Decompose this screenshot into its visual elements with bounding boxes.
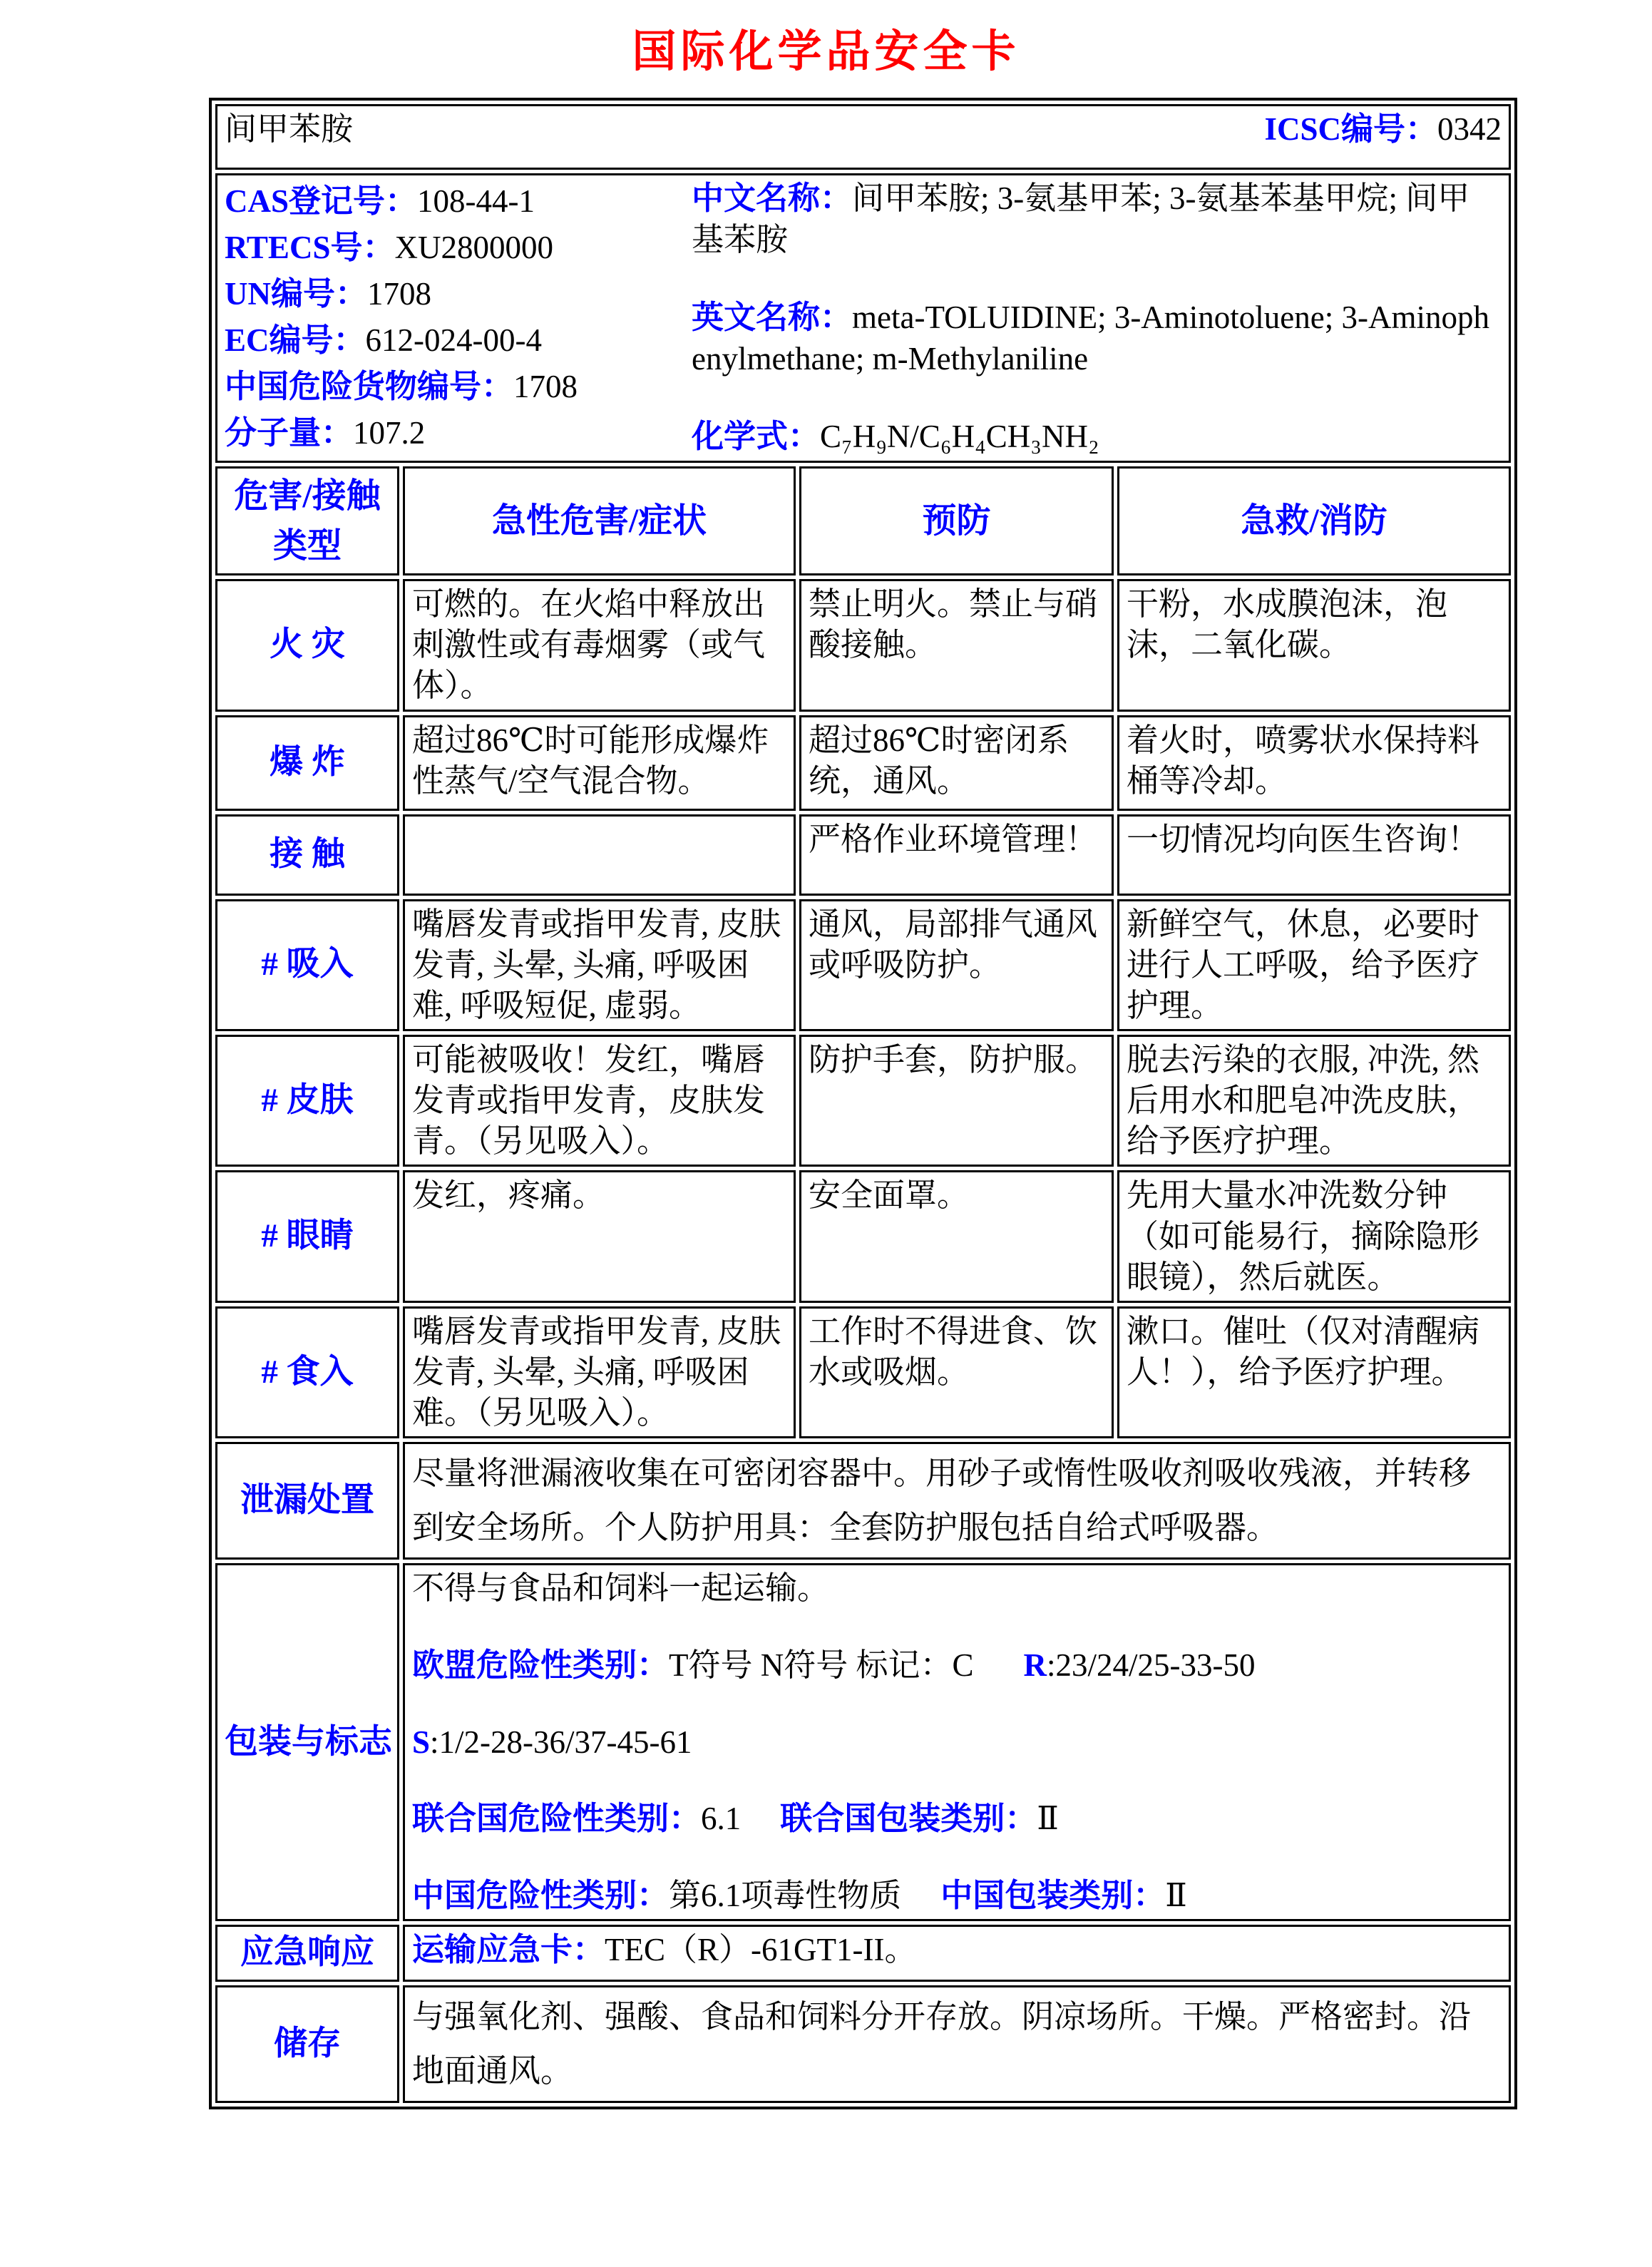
- contact-symptom: [403, 814, 796, 896]
- cas-number-line: CAS登记号：108-44-1: [225, 183, 535, 219]
- transport-emergency-card-value: TEC（R）-61GT1-II。: [605, 1932, 917, 1968]
- inhalation-symptom: 嘴唇发青或指甲发青, 皮肤发青, 头晕, 头痛, 呼吸困难, 呼吸短促, 虚弱。: [403, 899, 796, 1031]
- contact-row: [215, 814, 1511, 896]
- storage-row: [215, 1985, 1511, 2103]
- ingestion-symptom: 嘴唇发青或指甲发青, 皮肤发青, 头晕, 头痛, 呼吸困难。（另见吸入）。: [403, 1306, 796, 1438]
- registry-numbers-block: [225, 178, 692, 458]
- page-title: 国际化学品安全卡: [632, 25, 1020, 77]
- explosion-prevention: 超过86℃时密闭系统，通风。: [799, 715, 1114, 811]
- fire-response: 干粉，水成膜泡沫，泡沫，二氧化碳。: [1117, 579, 1511, 711]
- un-class-line: 联合国危险性类别：6.1 联合国包装类别：Ⅱ: [412, 1801, 1059, 1837]
- identification-row: [215, 173, 1511, 463]
- molecular-weight-line: 分子量：107.2: [225, 415, 426, 451]
- icsc-number-value: 0342: [1437, 111, 1502, 147]
- rtecs-number-line: RTECS号：XU2800000: [225, 230, 553, 265]
- eyes-prevention: 安全面罩。: [799, 1170, 1114, 1302]
- skin-prevention: 防护手套，防护服。: [799, 1035, 1114, 1167]
- explosion-symptom: 超过86℃时可能形成爆炸性蒸气/空气混合物。: [403, 715, 796, 811]
- contact-label: 接 触: [215, 814, 399, 896]
- icsc-number-group: [1264, 109, 1502, 150]
- transport-restriction-line: 不得与食品和饲料一起运输。: [412, 1570, 830, 1607]
- skin-symptom: 可能被吸收！发红，嘴唇发青或指甲发青，皮肤发青。（另见吸入）。: [403, 1035, 796, 1167]
- fire-label: 火 灾: [215, 579, 399, 711]
- names-block: [692, 178, 1502, 458]
- explosion-row: [215, 715, 1511, 811]
- inhalation-row: [215, 899, 1511, 1031]
- fire-prevention: 禁止明火。禁止与硝酸接触。: [799, 579, 1114, 711]
- skin-label: # 皮肤: [215, 1035, 399, 1167]
- inhalation-response: 新鲜空气，休息，必要时进行人工呼吸，给予医疗护理。: [1117, 899, 1511, 1031]
- explosion-label: 爆 炸: [215, 715, 399, 811]
- chemical-name: 间甲苯胺: [225, 111, 354, 147]
- explosion-response: 着火时，喷雾状水保持料桶等冷却。: [1117, 715, 1511, 811]
- chinese-names-line: 中文名称：间甲苯胺; 3-氨基甲苯; 3-氨基苯基甲烷; 间甲基苯胺: [692, 180, 1470, 257]
- ingestion-label: # 食入: [215, 1306, 399, 1438]
- ec-number-line: EC编号：612-024-00-4: [225, 322, 542, 358]
- chemical-formula-line: 化学式：C₇H₉N/C₆H₄CH₃NH₂: [692, 419, 1099, 455]
- column-header-firstaid: 急救/消防: [1117, 466, 1511, 575]
- spill-disposal-label: 泄漏处置: [215, 1442, 399, 1560]
- ingestion-prevention: 工作时不得进食、饮水或吸烟。: [799, 1306, 1114, 1438]
- ingestion-row: [215, 1306, 1511, 1438]
- icsc-card-table: [209, 98, 1517, 2109]
- skin-row: [215, 1035, 1511, 1167]
- contact-response: 一切情况均向医生咨询！: [1117, 814, 1511, 896]
- spill-disposal-row: [215, 1442, 1511, 1560]
- inhalation-label: # 吸入: [215, 899, 399, 1031]
- china-class-line: 中国危险性类别：第6.1项毒性物质 中国包装类别：Ⅱ: [412, 1877, 1187, 1913]
- fire-symptom: 可燃的。在火焰中释放出刺激性或有毒烟雾（或气体）。: [403, 579, 796, 711]
- spill-disposal-text: 尽量将泄漏液收集在可密闭容器中。用砂子或惰性吸收剂吸收残液，并转移到安全场所。个人防护用具：全套防护服包括自给式呼吸器。: [403, 1442, 1511, 1560]
- china-dg-number-line: 中国危险货物编号：1708: [225, 369, 578, 404]
- eu-hazard-class-line: 欧盟危险性类别：T符号 N符号 标记：C R:23/24/25-33-50: [412, 1647, 1256, 1684]
- transport-emergency-card-label: 运输应急卡：: [412, 1932, 605, 1968]
- icsc-number-label: ICSC编号：: [1264, 111, 1437, 147]
- storage-label: 储存: [215, 1985, 399, 2103]
- ingestion-response: 漱口。催吐（仅对清醒病人！），给予医疗护理。: [1117, 1306, 1511, 1438]
- column-header-hazard-type: 危害/接触类型: [215, 466, 399, 575]
- skin-response: 脱去污染的衣服, 冲洗, 然后用水和肥皂冲洗皮肤，给予医疗护理。: [1117, 1035, 1511, 1167]
- emergency-response-content: [403, 1925, 1511, 1982]
- name-row: [215, 104, 1511, 170]
- column-header-symptoms: 急性危害/症状: [403, 466, 796, 575]
- emergency-response-row: [215, 1925, 1511, 1982]
- eyes-symptom: 发红，疼痛。: [403, 1170, 796, 1302]
- contact-prevention: 严格作业环境管理！: [799, 814, 1114, 896]
- table-header-row: [215, 466, 1511, 575]
- eyes-row: [215, 1170, 1511, 1302]
- packaging-labelling-label: 包装与标志: [215, 1563, 399, 1921]
- eyes-label: # 眼睛: [215, 1170, 399, 1302]
- emergency-response-label: 应急响应: [215, 1925, 399, 1982]
- fire-row: [215, 579, 1511, 711]
- column-header-prevention: 预防: [799, 466, 1114, 575]
- chemical-formula: C₇H₉N/C₆H₄CH₃NH₂: [820, 419, 1099, 455]
- un-number-line: UN编号：1708: [225, 276, 431, 312]
- english-names-line: 英文名称：meta-TOLUIDINE; 3-Aminotoluene; 3-Aminophenylmethane; m-Methylaniline: [692, 300, 1489, 377]
- storage-text: 与强氧化剂、强酸、食品和饲料分开存放。阴凉场所。干燥。严格密封。沿地面通风。: [403, 1985, 1511, 2103]
- packaging-labelling-row: [215, 1563, 1511, 1921]
- s-phrases-line: S:1/2-28-36/37-45-61: [412, 1724, 692, 1760]
- eyes-response: 先用大量水冲洗数分钟（如可能易行，摘除隐形眼镜），然后就医。: [1117, 1170, 1511, 1302]
- packaging-labelling-content: [403, 1563, 1511, 1921]
- inhalation-prevention: 通风，局部排气通风或呼吸防护。: [799, 899, 1114, 1031]
